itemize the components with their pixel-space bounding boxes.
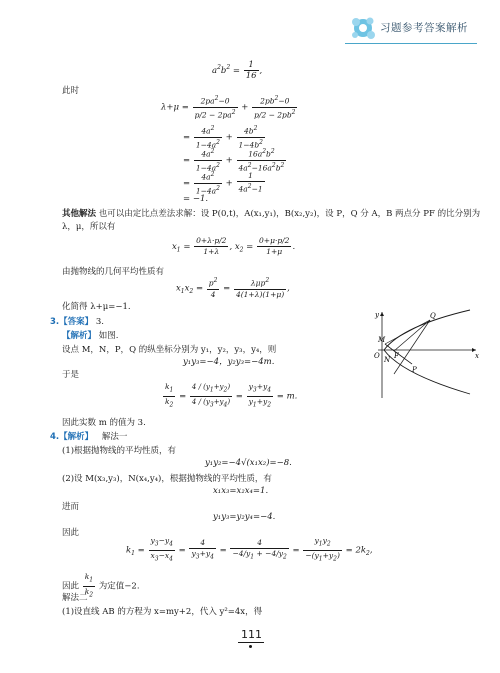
fig-label-m: M — [378, 336, 386, 344]
q3-parabola-figure — [372, 306, 484, 406]
q3-jiexi-label: 【解析】 — [62, 331, 97, 341]
q3-line1: 设点 M，N，P，Q 的纵坐标分别为 y₁，y₂，y₃，y₄，则 — [62, 345, 277, 355]
header-logo-icon — [348, 13, 378, 43]
q4-conclusion-prefix: 因此 — [62, 581, 80, 592]
equation-lambda-mu-4: = $\frac{4a^2}{1-4a^2}$ + $\frac{1}{4a^2-1}$ — [183, 171, 263, 195]
q3-jiexi-row — [62, 329, 118, 341]
q3-conclusion: 因此实数 m 的值为 3. — [62, 418, 146, 428]
q4-conclusion-row: 因此 $\frac{k_1}{k_2}$ 为定值−2. — [62, 572, 140, 598]
equation-lambda-mu-3: = $\frac{4a^2}{1-4a^2}$ + $\frac{16a^2b^2}{4a^2-16a^2b^2}$ — [183, 148, 285, 172]
q4-yinci: 因此 — [62, 528, 80, 538]
fig-label-q: Q — [430, 312, 436, 320]
ci-shi-text: 此时 — [62, 86, 80, 96]
q3-answer-value: 3. — [95, 317, 104, 327]
pinjun-line: 由抛物线的几何平均性质有 — [62, 267, 165, 277]
qita-label: 其他解法 — [62, 209, 97, 219]
q3-yushi: 于是 — [62, 370, 80, 380]
q4-p3: (1)设直线 AB 的方程为 x=my+2，代入 y²=4x，得 — [62, 607, 263, 617]
q4-eq1: y₁y₂=−4√(x₁x₂)=−8. — [205, 458, 292, 468]
huajian-line: 化简得 λ+μ=−1. — [62, 302, 131, 312]
q4-jiner: 进而 — [62, 502, 80, 512]
page-number-underline — [238, 642, 264, 643]
equation-a2b2: $a^2b^2$ = $\frac{1}{16}$ , — [212, 60, 263, 81]
q4-k1-equation: $k_1$ = $\frac{y_3-y_4}{x_3-x_4}$ = $\frac{4}{y_3+y_4}$ = $\frac{4}{-4/y_1 + -4/y_2}$ = $\frac{y_1y_2}{-(y_1+y_2)}$ = $2k_2$, — [126, 536, 373, 562]
qita-paragraph — [62, 208, 482, 234]
q4-method1: 解法一 — [101, 432, 128, 442]
q3-ratio-equation: $\frac{k_1}{k_2}$ = $\frac{4 / (y_1+y_2)}{4 / (y_3+y_4)}$ = $\frac{y_3+y_4}{y_1+y_2}$ = m. — [165, 382, 298, 408]
q4-eq3: y₁y₃=y₂y₄=−4. — [213, 512, 276, 522]
page-number-dot — [249, 645, 252, 648]
q3-eq1: y₁y₃=−4，y₂y₃=−4m. — [183, 357, 275, 367]
q4-method2: 解法二 — [62, 593, 88, 603]
equation-x1x2-product: $x_1x_2$ = $\frac{p^2}{4}$ = $\frac{\lambda\mu p^2}{4(1+\lambda)(1+\mu)}$ , — [176, 277, 290, 299]
header-title: 习题参考答案解析 — [380, 22, 468, 34]
fig-label-x: x — [475, 352, 479, 360]
qita-body: 也可以由定比点差法求解：设 P(0,t)，A(x₁,y₁)，B(x₂,y₂)，设 P，Q 分 A，B 两点分 PF 的比分别为 — [98, 209, 481, 219]
fig-label-y: y — [375, 311, 379, 319]
q4-eq2: x₁x₃=x₂x₄=1. — [213, 486, 269, 496]
page-number: 111 — [241, 628, 262, 641]
q4-jiexi-row — [50, 430, 127, 442]
q3-jiexi-body: 如图. — [98, 331, 119, 341]
header-divider — [345, 43, 477, 44]
fig-label-p: P — [412, 366, 417, 374]
q3-answer-label: 3.【答案】 — [50, 317, 94, 327]
q4-p1: (1)根据抛物线的平均性质，有 — [62, 446, 177, 456]
fig-label-o: O — [374, 352, 380, 360]
equation-lambda-mu-5: = −1. — [183, 194, 209, 204]
fig-label-n: N — [384, 356, 391, 364]
q4-jiexi-label: 4.【解析】 — [50, 432, 94, 442]
equation-lambda-mu-1: λ+μ = $\frac{2pa^2-0}{p/2 - 2pa^2}$ + $\frac{2pb^2-0}{p/2 - 2pb^2}$ — [161, 95, 296, 119]
q4-p2: (2)设 M(x₃,y₃)，N(x₄,y₄)，根据抛物线的平均性质，有 — [62, 474, 272, 484]
fig-label-f: F — [394, 352, 399, 360]
equation-lambda-mu-2: = $\frac{4a^2}{1-4a^2}$ + $\frac{4b^2}{1-4b^2}$ — [183, 125, 263, 149]
equation-x1-x2-ratio: $x_1$ = $\frac{0+\lambda\cdot p/2}{1+\lambda}$ , $x_2$ = $\frac{0+\mu\cdot p/2}{1+\mu}$ . — [172, 236, 296, 256]
qita-body2: λ，μ，所以有 — [62, 222, 116, 232]
q3-answer-row — [50, 315, 104, 327]
q4-conclusion: 为定值−2. — [98, 581, 140, 592]
